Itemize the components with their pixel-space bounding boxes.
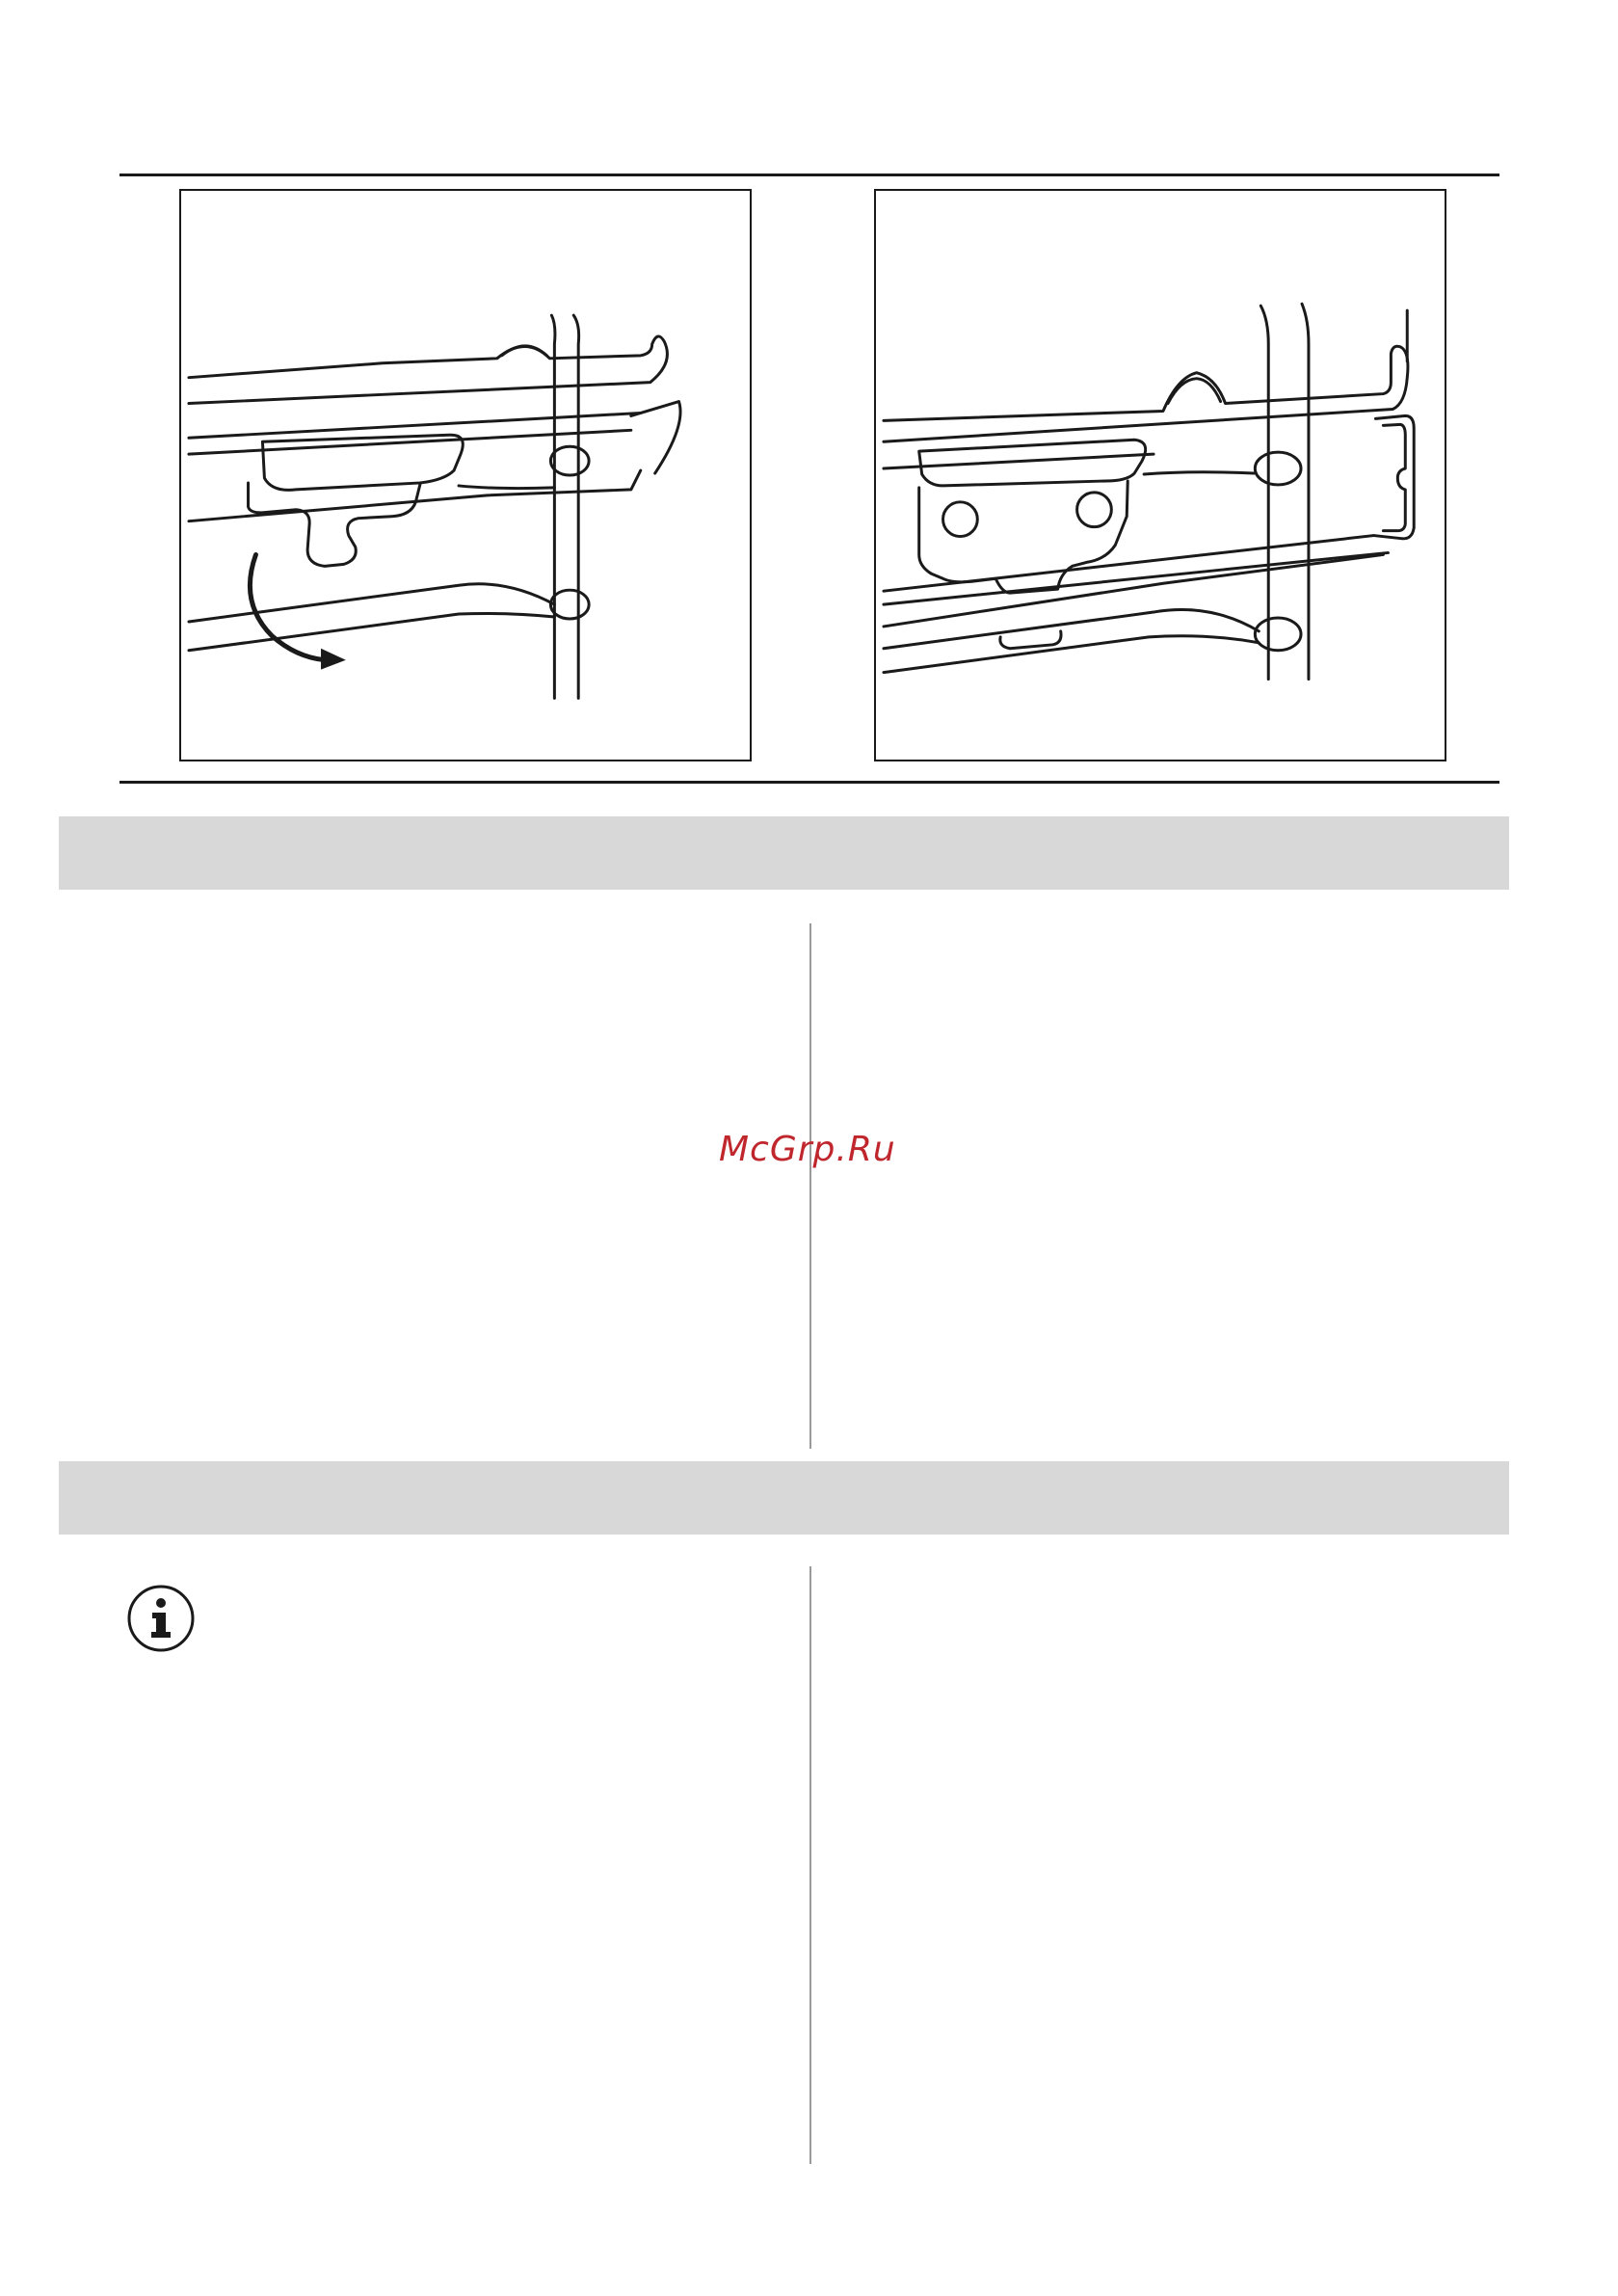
- section-heading-bar-2: [59, 1461, 1509, 1535]
- info-circle-icon: [126, 1584, 196, 1653]
- column-divider-1: [809, 923, 811, 1449]
- column-divider-2: [809, 1566, 811, 2164]
- figure-bottom-rule: [119, 781, 1499, 784]
- watermark: McGrp.Ru: [719, 1130, 896, 1169]
- figure-runner-removal: [179, 189, 752, 761]
- rotate-arrow-icon: [181, 191, 750, 760]
- top-rule: [119, 174, 1499, 176]
- section-heading-bar-1: [59, 816, 1509, 890]
- figure-runner-attached: [874, 189, 1446, 761]
